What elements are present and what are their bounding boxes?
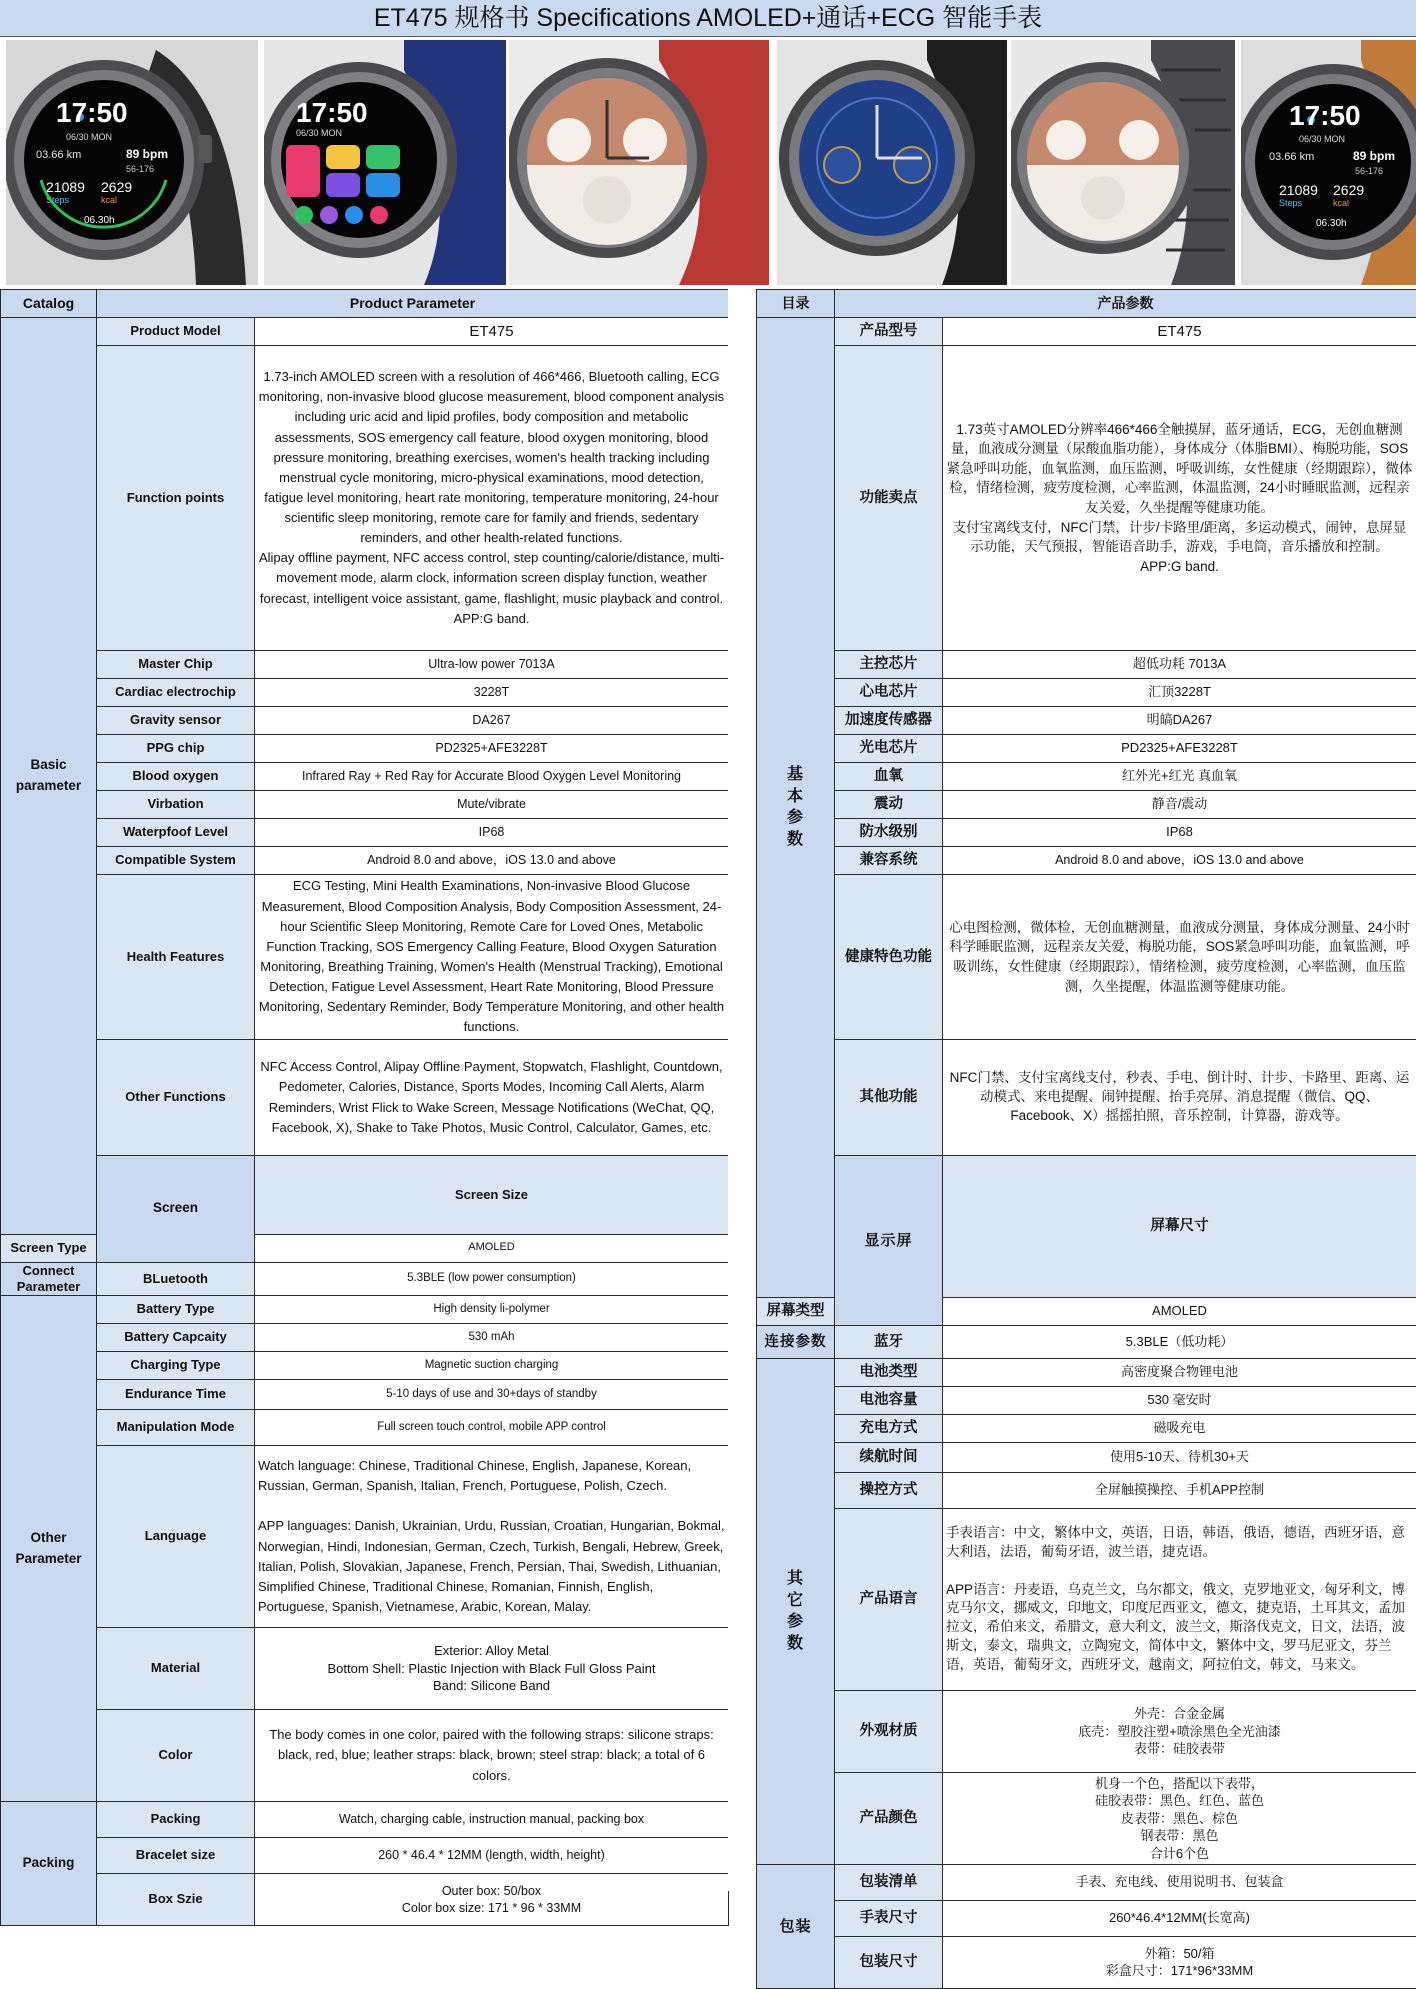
parameter-header: Product Parameter bbox=[97, 290, 729, 318]
color-line: 机身一个色，搭配以下表带， bbox=[946, 1775, 1413, 1793]
value-packing: Watch, charging cable, instruction manual, packing box bbox=[255, 1802, 729, 1838]
label-master-chip: Master Chip bbox=[97, 651, 255, 679]
label-bluetooth-zh: 蓝牙 bbox=[835, 1325, 943, 1358]
value-color-zh bbox=[943, 1772, 1416, 1864]
category-char: 数 bbox=[760, 1633, 831, 1655]
page-title: ET475 规格书 Specifications AMOLED+通话+ECG 智能手表 bbox=[0, 0, 1416, 37]
watch-time: 17:50 bbox=[56, 97, 128, 128]
category-char: 参 bbox=[760, 1611, 831, 1633]
label-language: Language bbox=[97, 1446, 255, 1628]
watch-distance: 03.66 km bbox=[1269, 151, 1314, 163]
value-battery-type: High density li-polymer bbox=[255, 1296, 729, 1324]
label-endurance-time-zh: 续航时间 bbox=[835, 1442, 943, 1472]
value-compatible-system: Android 8.0 and above，iOS 13.0 and above bbox=[255, 847, 729, 875]
watch-photo-black-silicone bbox=[6, 40, 258, 285]
watch-date: 06/30 MON bbox=[1299, 134, 1345, 144]
watch-time: 17:50 bbox=[1289, 100, 1361, 131]
watch-sleep: 06.30h bbox=[1316, 218, 1347, 229]
value-packing-zh: 手表、充电线、使用说明书、包装盒 bbox=[943, 1864, 1416, 1900]
color-line: 合计6个色 bbox=[946, 1845, 1413, 1863]
value-compatible-system-zh: Android 8.0 and above，iOS 13.0 and above bbox=[943, 847, 1416, 875]
watch-heart-rate: 89 bpm bbox=[1353, 149, 1395, 163]
label-gravity-sensor-zh: 加速度传感器 bbox=[835, 707, 943, 735]
value-cardiac-electrochip-zh: 汇顶3228T bbox=[943, 679, 1416, 707]
value-blood-oxygen: Infrared Ray + Red Ray for Accurate Blood Oxygen Level Monitoring bbox=[255, 763, 729, 791]
label-function-points: Function points bbox=[97, 346, 255, 651]
spec-table-english bbox=[0, 289, 729, 1926]
value-screen-type-zh: AMOLED bbox=[943, 1297, 1416, 1325]
label-material-zh: 外观材质 bbox=[835, 1690, 943, 1772]
value-health-features-zh: 心电图检测，微体检，无创血糖测量，血液成分测量，身体成分测量、24小时科学睡眠监测，远程亲友关爱，梅脱功能，SOS紧急呼叫功能，血氧监测，呼吸训练，女性健康（经期跟踪），情绪检测，疲劳度检测，心率监测，血压监测，久坐提醒，体温监测等健康功能。 bbox=[943, 875, 1416, 1040]
material-line: Band: Silicone Band bbox=[258, 1677, 725, 1695]
label-battery-capacity: Battery Capcaity bbox=[97, 1324, 255, 1352]
value-other-functions-zh: NFC门禁、支付宝离线支付，秒表、手电、倒计时、计步、卡路里、距离、运动模式、来电提醒、闹钟提醒、抬手亮屏、消息提醒（微信、QQ、Facebook、X）摇摇拍照，音乐控制，计算器，游戏等。 bbox=[943, 1040, 1416, 1156]
category-char: 其 bbox=[760, 1568, 831, 1590]
value-blood-oxygen-zh: 红外光+红光 真血氧 bbox=[943, 763, 1416, 791]
label-box-size-zh: 包装尺寸 bbox=[835, 1936, 943, 1988]
label-manipulation-mode: Manipulation Mode bbox=[97, 1410, 255, 1446]
label-waterproof-level-zh: 防水级别 bbox=[835, 819, 943, 847]
watch-kcal: 2629 bbox=[101, 179, 132, 195]
table-gap bbox=[728, 289, 756, 1891]
value-box-size-zh bbox=[943, 1936, 1416, 1988]
catalog-header-zh: 目录 bbox=[757, 290, 835, 318]
label-screen-size: Screen Size bbox=[255, 1156, 729, 1235]
label-ppg-chip-zh: 光电芯片 bbox=[835, 735, 943, 763]
watch-sleep: 06.30h bbox=[84, 215, 115, 226]
value-language-zh: 手表语言：中文，繁体中文，英语，日语，韩语，俄语，德语，西班牙语，意大利语，法语，葡萄牙语，波兰语，捷克语。 APP语言：丹麦语，乌克兰文，乌尔都文，俄文，克罗地亚文，匈牙利文，博克马尔文，挪威文，印地文，印度尼西亚文，德文，捷克语，土耳其文，孟加拉文，希伯来文，希腊文，意大利文，波兰文，斯洛伐克文，日文，法语，波斯文，泰文，瑞典文，立陶宛文，简体中文，繁体中文，罗马尼亚文，芬兰语，英语，葡萄牙文，西班牙文，越南文，阿拉伯文，韩文，马来文。 bbox=[943, 1508, 1416, 1690]
watch-photo-red-silicone bbox=[509, 40, 769, 285]
watch-kcal-label: kcal bbox=[101, 195, 117, 205]
spec-table-chinese bbox=[756, 289, 1416, 1989]
value-endurance-time-zh: 使用5-10天、待机30+天 bbox=[943, 1442, 1416, 1472]
label-master-chip-zh: 主控芯片 bbox=[835, 651, 943, 679]
material-line: Exterior: Alloy Metal bbox=[258, 1642, 725, 1660]
value-vibration: Mute/vibrate bbox=[255, 791, 729, 819]
value-screen-type: AMOLED bbox=[255, 1234, 729, 1262]
label-endurance-time: Endurance Time bbox=[97, 1380, 255, 1410]
label-product-model-zh: 产品型号 bbox=[835, 318, 943, 346]
value-health-features: ECG Testing, Mini Health Examinations, Non-invasive Blood Glucose Measurement, Blood Composition Analysis, Body Composition Assessment, 24-hour Scientific Sleep Monitoring, Remote Care for Loved Ones, Metabolic Function Tracking, SOS Emergency Calling Feature, Blood Oxygen Saturation Monitoring, Breathing Training, Women's Health (Menstrual Tracking), Emotional Detection, Fatigue Level Assessment, Heart Rate Monitoring, Blood Pressure Monitoring, Sedentary Reminder, Body Temperature Monitoring, and other health functions. bbox=[255, 875, 729, 1040]
category-packing: Packing bbox=[1, 1802, 97, 1926]
label-product-model: Product Model bbox=[97, 318, 255, 346]
label-packing-zh: 包装清单 bbox=[835, 1864, 943, 1900]
category-char: 本 bbox=[760, 786, 831, 808]
value-waterproof-level-zh: IP68 bbox=[943, 819, 1416, 847]
product-photo-strip bbox=[0, 37, 1416, 289]
box-line: 外箱：50/箱 bbox=[946, 1945, 1413, 1963]
value-vibration-zh: 静音/震动 bbox=[943, 791, 1416, 819]
watch-kcal-label: kcal bbox=[1333, 198, 1349, 208]
value-master-chip-zh: 超低功耗 7013A bbox=[943, 651, 1416, 679]
value-gravity-sensor: DA267 bbox=[255, 707, 729, 735]
material-line: 外壳：合金金属 bbox=[946, 1705, 1413, 1723]
color-line: 钢表带：黑色 bbox=[946, 1827, 1413, 1845]
value-charging-type: Magnetic suction charging bbox=[255, 1352, 729, 1380]
category-packing-zh: 包装 bbox=[757, 1864, 835, 1988]
label-battery-type: Battery Type bbox=[97, 1296, 255, 1324]
label-color: Color bbox=[97, 1710, 255, 1802]
label-compatible-system: Compatible System bbox=[97, 847, 255, 875]
parameter-header-zh: 产品参数 bbox=[835, 290, 1416, 318]
category-char: 它 bbox=[760, 1590, 831, 1612]
value-color: The body comes in one color, paired with the following straps: silicone straps: black, red, blue; leather straps: black, brown; steel strap: black; a total of 6 colors. bbox=[255, 1710, 729, 1802]
category-char: 基 bbox=[760, 764, 831, 786]
label-bracelet-size-zh: 手表尺寸 bbox=[835, 1900, 943, 1936]
label-manipulation-mode-zh: 操控方式 bbox=[835, 1472, 943, 1508]
category-basic-parameter-zh bbox=[757, 318, 835, 1298]
label-compatible-system-zh: 兼容系统 bbox=[835, 847, 943, 875]
label-charging-type-zh: 充电方式 bbox=[835, 1414, 943, 1442]
watch-photo-black-leather bbox=[777, 40, 1007, 285]
label-material: Material bbox=[97, 1628, 255, 1710]
value-language: Watch language: Chinese, Traditional Chinese, English, Japanese, Korean, Russian, German, Spanish, Italian, French, Portuguese, Polish, Czech. APP languages: Danish, Ukrainian, Urdu, Russian, Croatian, Hungarian, Bokmal, Norwegian, Hindi, Indonesian, German, Czech, Turkish, Bengali, Hebrew, Greek, Italian, Polish, Slovakian, Japanese, French, Persian, Thai, Swedish, Lithuanian, Simplified Chinese, Traditional Chinese, Romanian, Finnish, English, Portuguese, Spanish, Vietnamese, Arabic, Korean, Malay. bbox=[255, 1446, 729, 1628]
material-line: 底壳：塑胶注塑+喷涂黑色全光油漆 bbox=[946, 1723, 1413, 1741]
value-product-model: ET475 bbox=[255, 318, 729, 346]
label-other-functions: Other Functions bbox=[97, 1040, 255, 1156]
watch-photo-blue-silicone bbox=[264, 40, 506, 285]
category-connect-parameter-zh: 连接参数 bbox=[757, 1325, 835, 1358]
box-line: 彩盒尺寸：171*96*33MM bbox=[946, 1962, 1413, 1980]
value-ppg-chip: PD2325+AFE3228T bbox=[255, 735, 729, 763]
value-manipulation-mode: Full screen touch control, mobile APP control bbox=[255, 1410, 729, 1446]
watch-steps: 21089 bbox=[1279, 182, 1318, 198]
value-charging-type-zh: 磁吸充电 bbox=[943, 1414, 1416, 1442]
category-basic-parameter: Basic parameter bbox=[1, 318, 97, 1235]
value-gravity-sensor-zh: 明皜DA267 bbox=[943, 707, 1416, 735]
watch-steps-label: Steps bbox=[1279, 198, 1303, 208]
watch-distance: 03.66 km bbox=[36, 149, 81, 161]
color-line: 硅胶表带：黑色、红色、蓝色 bbox=[946, 1792, 1413, 1810]
watch-photo-steel bbox=[1011, 40, 1235, 285]
catalog-header: Catalog bbox=[1, 290, 97, 318]
watch-date: 06/30 MON bbox=[296, 128, 342, 138]
label-charging-type: Charging Type bbox=[97, 1352, 255, 1380]
value-material-zh bbox=[943, 1690, 1416, 1772]
watch-kcal: 2629 bbox=[1333, 182, 1364, 198]
value-bluetooth: 5.3BLE (low power consumption) bbox=[255, 1262, 729, 1296]
category-connect-parameter: Connect Parameter bbox=[1, 1262, 97, 1296]
material-line: Bottom Shell: Plastic Injection with Black Full Gloss Paint bbox=[258, 1660, 725, 1678]
watch-time: 17:50 bbox=[296, 97, 368, 128]
label-other-functions-zh: 其他功能 bbox=[835, 1040, 943, 1156]
label-color-zh: 产品颜色 bbox=[835, 1772, 943, 1864]
value-ppg-chip-zh: PD2325+AFE3228T bbox=[943, 735, 1416, 763]
value-waterproof-level: IP68 bbox=[255, 819, 729, 847]
value-function-points: 1.73-inch AMOLED screen with a resolution of 466*466, Bluetooth calling, ECG monitoring, non-invasive blood glucose measurement, blood component analysis including uric acid and lipid profiles, body composition and metabolic assessments, SOS emergency call feature, blood oxygen monitoring, blood pressure monitoring, breathing exercises, women's health tracking including menstrual cycle monitoring, micro-physical examinations, mood detection, fatigue level monitoring, heart rate monitoring, temperature monitoring, 24-hour scientific sleep monitoring, remote care for family and friends, sedentary reminders, and other health-related functions. Alipay offline payment, NFC access control, step counting/calorie/distance, multi-movement mode, alarm clock, information screen display function, weather forecast, intelligent voice assistant, game, flashlight, music playback and control. APP:G band. bbox=[255, 346, 729, 651]
value-endurance-time: 5-10 days of use and 30+days of standby bbox=[255, 1380, 729, 1410]
value-product-model-zh: ET475 bbox=[943, 318, 1416, 346]
label-blood-oxygen-zh: 血氧 bbox=[835, 763, 943, 791]
label-function-points-zh: 功能卖点 bbox=[835, 346, 943, 651]
category-char: 数 bbox=[760, 829, 831, 851]
label-cardiac-electrochip-zh: 心电芯片 bbox=[835, 679, 943, 707]
watch-steps-label: Steps bbox=[46, 195, 70, 205]
category-other-parameter: Other Parameter bbox=[1, 1296, 97, 1802]
color-line: 皮表带：黑色、棕色 bbox=[946, 1810, 1413, 1828]
label-health-features-zh: 健康特色功能 bbox=[835, 875, 943, 1040]
watch-steps: 21089 bbox=[46, 179, 85, 195]
label-bracelet-size: Bracelet size bbox=[97, 1838, 255, 1874]
watch-heart-rate: 89 bpm bbox=[126, 147, 168, 161]
value-function-points-zh: 1.73英寸AMOLED分辨率466*466全触摸屏，蓝牙通话，ECG，无创血糖测量，血液成分测量（尿酸血脂功能），身体成分（体脂BMI）、梅脱功能，SOS紧急呼叫功能，血氧监测，血压监测，呼吸训练，女性健康（经期跟踪），微体检，情绪检测，疲劳度检测，心率监测，体温监测，24小时睡眠监测，远程亲友关爱，久坐提醒等健康功能。 支付宝离线支付，NFC门禁，计步/卡路里/距离，多运动模式，闹钟，息屏显示功能，天气预报，智能语音助手，游戏，手电筒，音乐播放和控制。 APP:G band. bbox=[943, 346, 1416, 651]
value-battery-capacity: 530 mAh bbox=[255, 1324, 729, 1352]
label-blood-oxygen: Blood oxygen bbox=[97, 763, 255, 791]
watch-photo-brown-leather bbox=[1241, 40, 1416, 285]
watch-hr-range: 56-176 bbox=[1355, 166, 1383, 176]
watch-date: 06/30 MON bbox=[66, 132, 112, 142]
value-manipulation-mode-zh: 全屏触摸操控、手机APP控制 bbox=[943, 1472, 1416, 1508]
label-screen-type: Screen Type bbox=[1, 1234, 97, 1262]
category-screen: Screen bbox=[97, 1156, 255, 1263]
label-box-size: Box Szie bbox=[97, 1874, 255, 1926]
category-char: 参 bbox=[760, 807, 831, 829]
value-material bbox=[255, 1628, 729, 1710]
label-language-zh: 产品语言 bbox=[835, 1508, 943, 1690]
category-other-parameter-zh bbox=[757, 1358, 835, 1864]
value-cardiac-electrochip: 3228T bbox=[255, 679, 729, 707]
value-battery-type-zh: 高密度聚合物锂电池 bbox=[943, 1358, 1416, 1386]
value-box-size bbox=[255, 1874, 729, 1926]
value-bracelet-size-zh: 260*46.4*12MM(长宽高) bbox=[943, 1900, 1416, 1936]
category-screen-zh: 显示屏 bbox=[835, 1156, 943, 1326]
label-ppg-chip: PPG chip bbox=[97, 735, 255, 763]
box-line: Color box size: 171 * 96 * 33MM bbox=[258, 1900, 725, 1917]
label-cardiac-electrochip: Cardiac electrochip bbox=[97, 679, 255, 707]
label-packing: Packing bbox=[97, 1802, 255, 1838]
label-waterproof-level: Waterpfoof Level bbox=[97, 819, 255, 847]
value-battery-capacity-zh: 530 毫安时 bbox=[943, 1386, 1416, 1414]
label-screen-type-zh: 屏幕类型 bbox=[757, 1297, 835, 1325]
value-other-functions: NFC Access Control, Alipay Offline Payment, Stopwatch, Flashlight, Countdown, Pedometer, Calories, Distance, Sports Modes, Incoming Call Alerts, Alarm Reminders, Wrist Flick to Wake Screen, Message Notifications (WeChat, QQ, Facebook, X), Shake to Take Photos, Music Control, Calculator, Games, etc. bbox=[255, 1040, 729, 1156]
label-health-features: Health Features bbox=[97, 875, 255, 1040]
value-bracelet-size: 260 * 46.4 * 12MM (length, width, height) bbox=[255, 1838, 729, 1874]
label-bluetooth: BLuetooth bbox=[97, 1262, 255, 1296]
watch-hr-range: 56-176 bbox=[126, 164, 154, 174]
value-bluetooth-zh: 5.3BLE（低功耗） bbox=[943, 1325, 1416, 1358]
label-battery-capacity-zh: 电池容量 bbox=[835, 1386, 943, 1414]
label-vibration-zh: 震动 bbox=[835, 791, 943, 819]
label-gravity-sensor: Gravity sensor bbox=[97, 707, 255, 735]
label-battery-type-zh: 电池类型 bbox=[835, 1358, 943, 1386]
box-line: Outer box: 50/box bbox=[258, 1883, 725, 1900]
label-vibration: Virbation bbox=[97, 791, 255, 819]
label-screen-size-zh: 屏幕尺寸 bbox=[943, 1156, 1416, 1298]
value-master-chip: Ultra-low power 7013A bbox=[255, 651, 729, 679]
material-line: 表带：硅胶表带 bbox=[946, 1740, 1413, 1758]
